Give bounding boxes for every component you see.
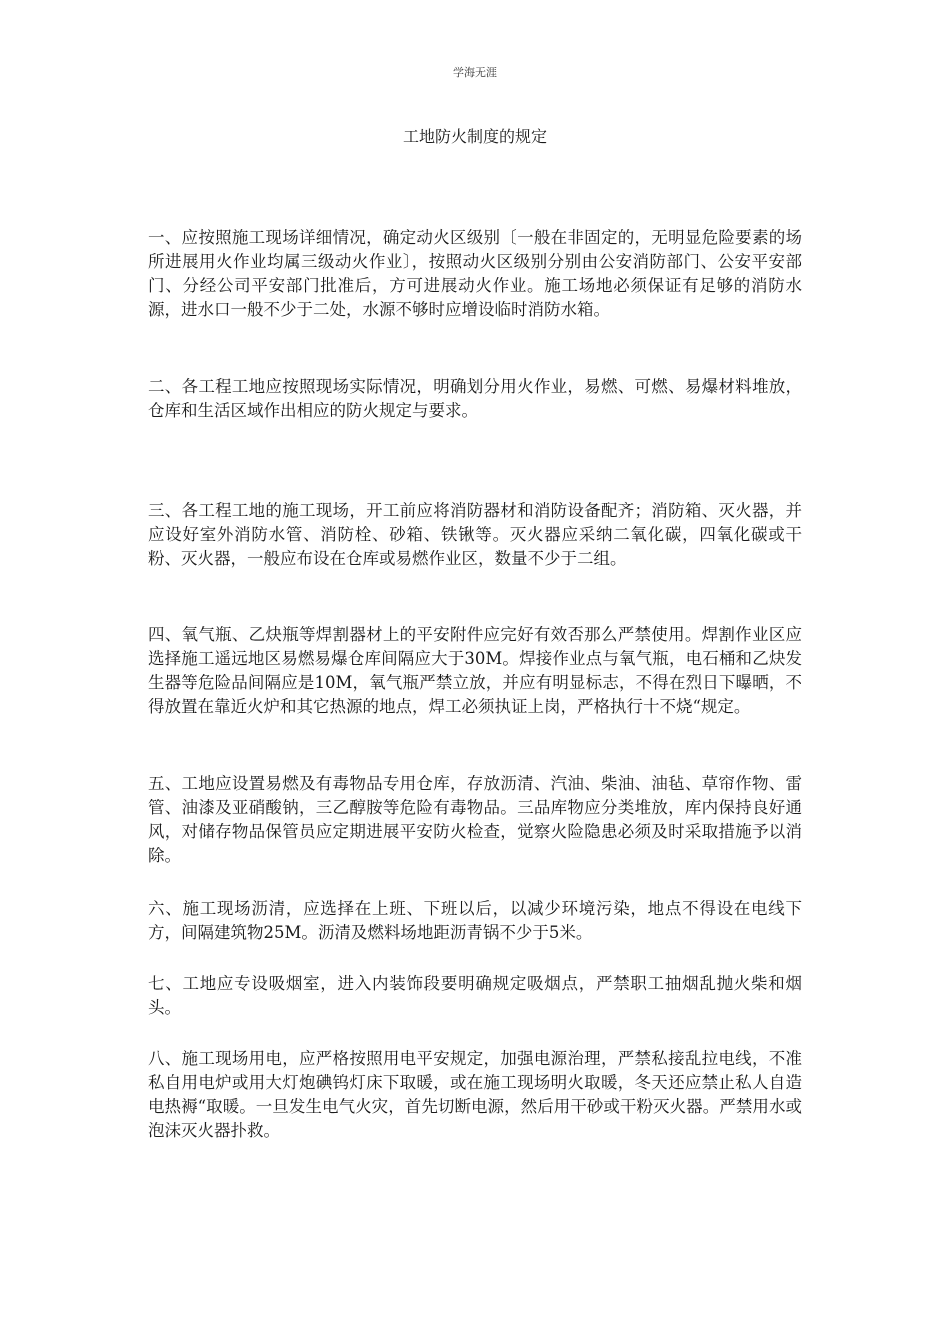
document-title: 工地防火制度的规定: [402, 127, 547, 146]
page-header: 学海无涯: [453, 66, 497, 79]
paragraph-5: 五、工地应设置易燃及有毒物品专用仓库，存放沥清、汽油、柴油、油毡、草帘作物、雷管、油漆及亚硝酸钠，三乙醇胺等危险有毒物品。三品库物应分类堆放，库内保持良好通风，对储存物品保管员应定期进展平安防火检查，觉察火险隐患必须及时采取措施予以消除。: [148, 774, 802, 865]
paragraph-1: 一、应按照施工现场详细情况，确定动火区级别〔一般在非固定的，无明显危险要素的场所进展用火作业均属三级动火作业〕，按照动火区级别分别由公安消防部门、公安平安部门、分经公司平安部门批准后，方可进展动火作业。施工场地必须保证有足够的消防水源，进水口一般不少于二处，水源不够时应增设临时消防水箱。: [148, 228, 802, 319]
paragraph-3: 三、各工程工地的施工现场，开工前应将消防器材和消防设备配齐；消防箱、灭火器，并应设好室外消防水管、消防栓、砂箱、铁锹等。灭火器应采纳二氧化碳，四氧化碳或干粉、灭火器，一般应布设在仓库或易燃作业区，数量不少于二组。: [148, 501, 802, 568]
paragraph-6: 六、施工现场沥清，应选择在上班、下班以后，以减少环境污染，地点不得设在电线下方，间隔建筑物25M。沥清及燃料场地距沥青锅不少于5米。: [148, 899, 802, 942]
paragraph-8: 八、施工现场用电，应严格按照用电平安规定，加强电源治理，严禁私接乱拉电线，不准私自用电炉或用大灯炮碘钨灯床下取暖，或在施工现场明火取暖，冬天还应禁止私人自造电热褥“取暖。一旦发生电气火灾，首先切断电源，然后用干砂或干粉灭火器。严禁用水或泡沫灭火器扑救。: [148, 1049, 802, 1140]
paragraph-2: 二、各工程工地应按照现场实际情况，明确划分用火作业，易燃、可燃、易爆材料堆放，仓库和生活区域作出相应的防火规定与要求。: [148, 377, 802, 420]
paragraph-7: 七、工地应专设吸烟室，进入内装饰段要明确规定吸烟点，严禁职工抽烟乱抛火柴和烟头。: [148, 974, 802, 1017]
paragraph-4: 四、氧气瓶、乙炔瓶等焊割器材上的平安附件应完好有效否那么严禁使用。焊割作业区应选择施工遥远地区易燃易爆仓库间隔应大于30M。焊接作业点与氧气瓶，电石桶和乙炔发生器等危险品间隔应是10M，氧气瓶严禁立放，并应有明显标志，不得在烈日下曝晒，不得放置在靠近火炉和其它热源的地点，焊工必须执证上岗，严格执行十不烧“规定。: [148, 625, 802, 716]
